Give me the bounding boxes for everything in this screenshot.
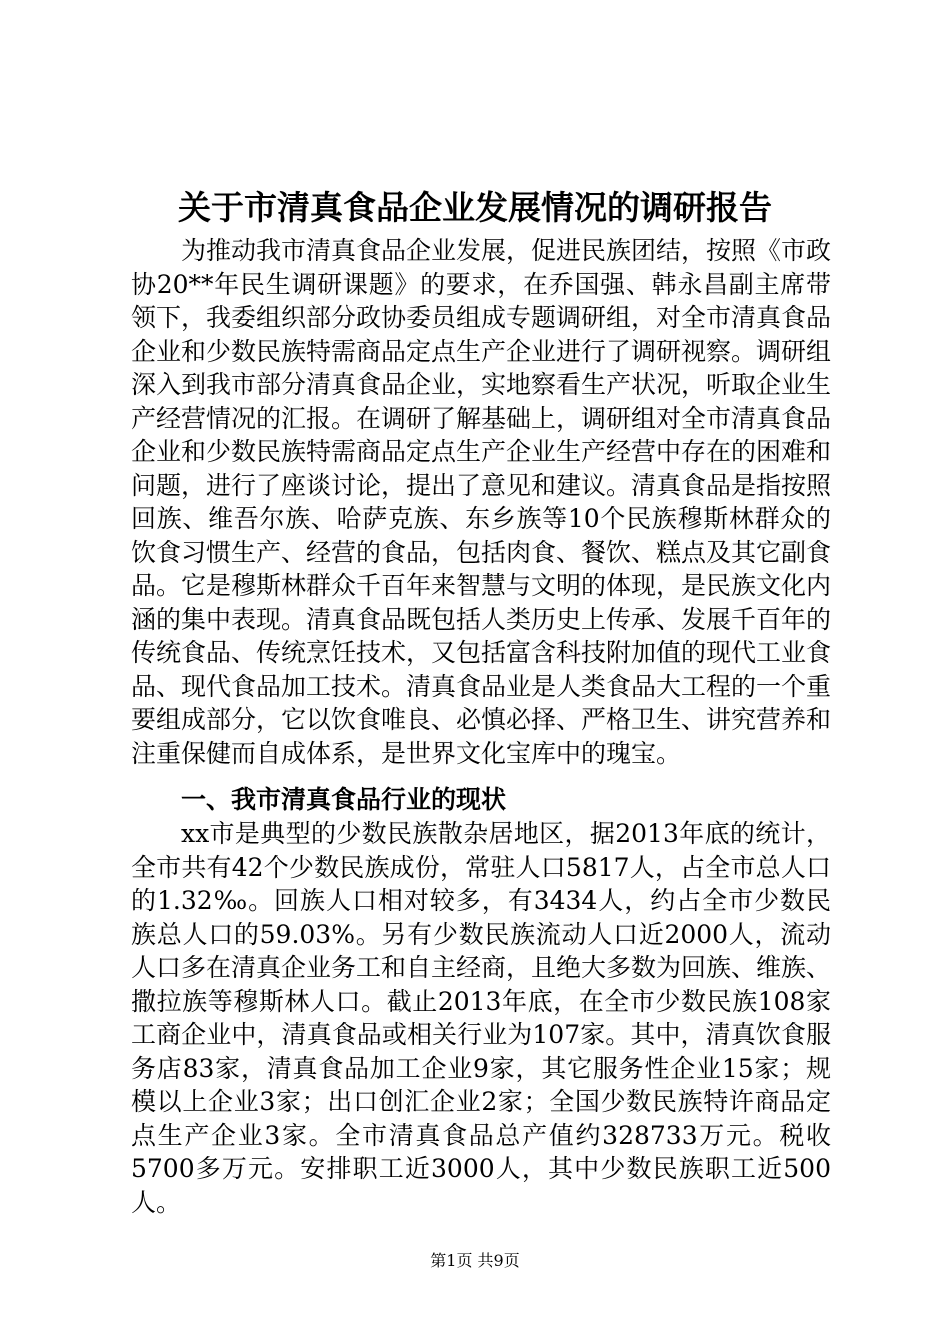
document-title: 关于市清真食品企业发展情况的调研报告 — [178, 188, 772, 227]
section-heading: 一、我市清真食品行业的现状 — [181, 785, 507, 814]
page-number-footer: 第1页 共9页 — [430, 1251, 520, 1270]
status-paragraph: xx市是典型的少数民族散杂居地区，据2013年底的统计，全市共有42个少数民族成份，常驻人口5817人，占全市总人口的1.32‰。回族人口相对较多，有3434人，约占全市少数民族总人口的59.03%。另有少数民族流动人口近2000人，流动人口多在清真企业务工和自主经商，且绝大多数为回族、维族、撒拉族等穆斯林人口。截止2013年底，在全市少数民族108家工商企业中，清真食品或相关行业为107家。其中，清真饮食服务店83家，清真食品加工企业9家，其它服务性企业15家；规模以上企业3家；出口创汇企业2家；全国少数民族特许商品定点生产企业3家。全市清真食品总产值约328733万元。税收5700多万元。安排职工近3000人，其中少数民族职工近500人。 — [131, 819, 832, 1217]
intro-paragraph: 为推动我市清真食品企业发展，促进民族团结，按照《市政协20**年民生调研课题》的要求，在乔国强、韩永昌副主席带领下，我委组织部分政协委员组成专题调研组，对全市清真食品企业和少数民族特需商品定点生产企业进行了调研视察。调研组深入到我市部分清真食品企业，实地察看生产状况，听取企业生产经营情况的汇报。在调研了解基础上，调研组对全市清真食品企业和少数民族特需商品定点生产企业生产经营中存在的困难和问题，进行了座谈讨论，提出了意见和建议。清真食品是指按照回族、维吾尔族、哈萨克族、东乡族等10个民族穆斯林群众的饮食习惯生产、经营的食品，包括肉食、餐饮、糕点及其它副食品。它是穆斯林群众千百年来智慧与文明的体现，是民族文化内涵的集中表现。清真食品既包括人类历史上传承、发展千百年的传统食品、传统烹饪技术，又包括富含科技附加值的现代工业食品、现代食品加工技术。清真食品业是人类食品大工程的一个重要组成部分，它以饮食唯良、必慎必择、严格卫生、讲究营养和注重保健而自成体系，是世界文化宝库中的瑰宝。 — [131, 236, 832, 768]
